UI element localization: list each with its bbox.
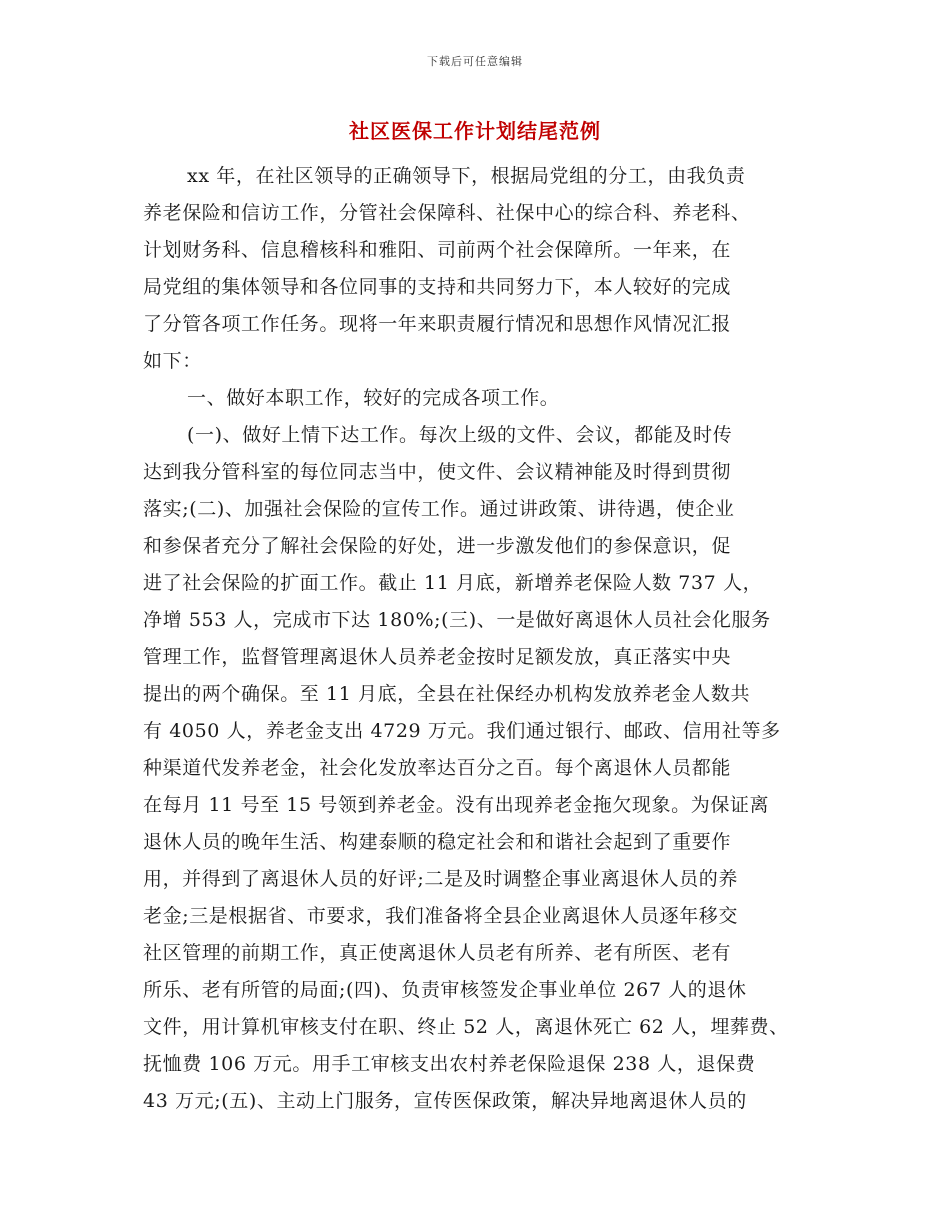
text-line: 进了社会保险的扩面工作。截止 11 月底，新增养老保险人数 737 人， xyxy=(143,572,763,594)
text-line: 退休人员的晚年生活、构建泰顺的稳定社会和和谐社会起到了重要作 xyxy=(143,831,732,853)
text-line: 达到我分管科室的每位同志当中，使文件、会议精神能及时得到贯彻 xyxy=(143,461,732,483)
text-line: 落实;(二)、加强社会保险的宣传工作。通过讲政策、讲待遇，使企业 xyxy=(143,498,735,520)
document-title: 社区医保工作计划结尾范例 xyxy=(349,119,601,143)
text-line: 社区管理的前期工作，真正使离退休人员老有所养、老有所医、老有 xyxy=(143,942,732,964)
text-line: 种渠道代发养老金，社会化发放率达百分之百。每个离退休人员都能 xyxy=(143,757,732,779)
text-line: 养老保险和信访工作，分管社会保障科、社保中心的综合科、养老科、 xyxy=(143,202,751,224)
text-line: 净增 553 人，完成市下达 180%;(三)、一是做好离退休人员社会化服务 xyxy=(143,609,771,631)
text-line: 抚恤费 106 万元。用手工审核支出农村养老保险退保 238 人，退保费 xyxy=(143,1053,756,1075)
text-line: 如下： xyxy=(143,350,202,372)
text-line: 局党组的集体领导和各位同事的支持和共同努力下，本人较好的完成 xyxy=(143,276,732,298)
text-line: 43 万元;(五)、主动上门服务，宣传医保政策，解决异地离退休人员的 xyxy=(143,1090,747,1112)
text-line: 计划财务科、信息稽核科和雅阳、司前两个社会保障所。一年来，在 xyxy=(143,239,732,261)
document-body xyxy=(143,158,828,1120)
text-line: 老金;三是根据省、市要求，我们准备将全县企业离退休人员逐年移交 xyxy=(143,905,739,927)
text-line: 所乐、老有所管的局面;(四)、负责审核签发企事业单位 267 人的退休 xyxy=(143,979,747,1001)
text-line: xx 年，在社区领导的正确领导下，根据局党组的分工，由我负责 xyxy=(187,165,746,187)
text-line: 文件，用计算机审核支付在职、终止 52 人，离退休死亡 62 人，埋葬费、 xyxy=(143,1016,789,1038)
text-line: 用，并得到了离退休人员的好评;二是及时调整企事业离退休人员的养 xyxy=(143,868,739,890)
text-line: 和参保者充分了解社会保险的好处，进一步激发他们的参保意识，促 xyxy=(143,535,732,557)
text-line: 在每月 11 号至 15 号领到养老金。没有出现养老金拖欠现象。为保证离 xyxy=(143,794,770,816)
text-line: 一、做好本职工作，较好的完成各项工作。 xyxy=(187,387,560,409)
text-line: (一)、做好上情下达工作。每次上级的文件、会议，都能及时传 xyxy=(187,424,733,446)
text-line: 管理工作，监督管理离退休人员养老金按时足额发放，真正落实中央 xyxy=(143,646,732,668)
text-line: 了分管各项工作任务。现将一年来职责履行情况和思想作风情况汇报 xyxy=(143,313,732,335)
text-line: 有 4050 人，养老金支出 4729 万元。我们通过银行、邮政、信用社等多 xyxy=(143,720,781,742)
text-line: 提出的两个确保。至 11 月底，全县在社保经办机构发放养老金人数共 xyxy=(143,683,751,705)
header-note: 下载后可任意编辑 xyxy=(427,55,523,68)
